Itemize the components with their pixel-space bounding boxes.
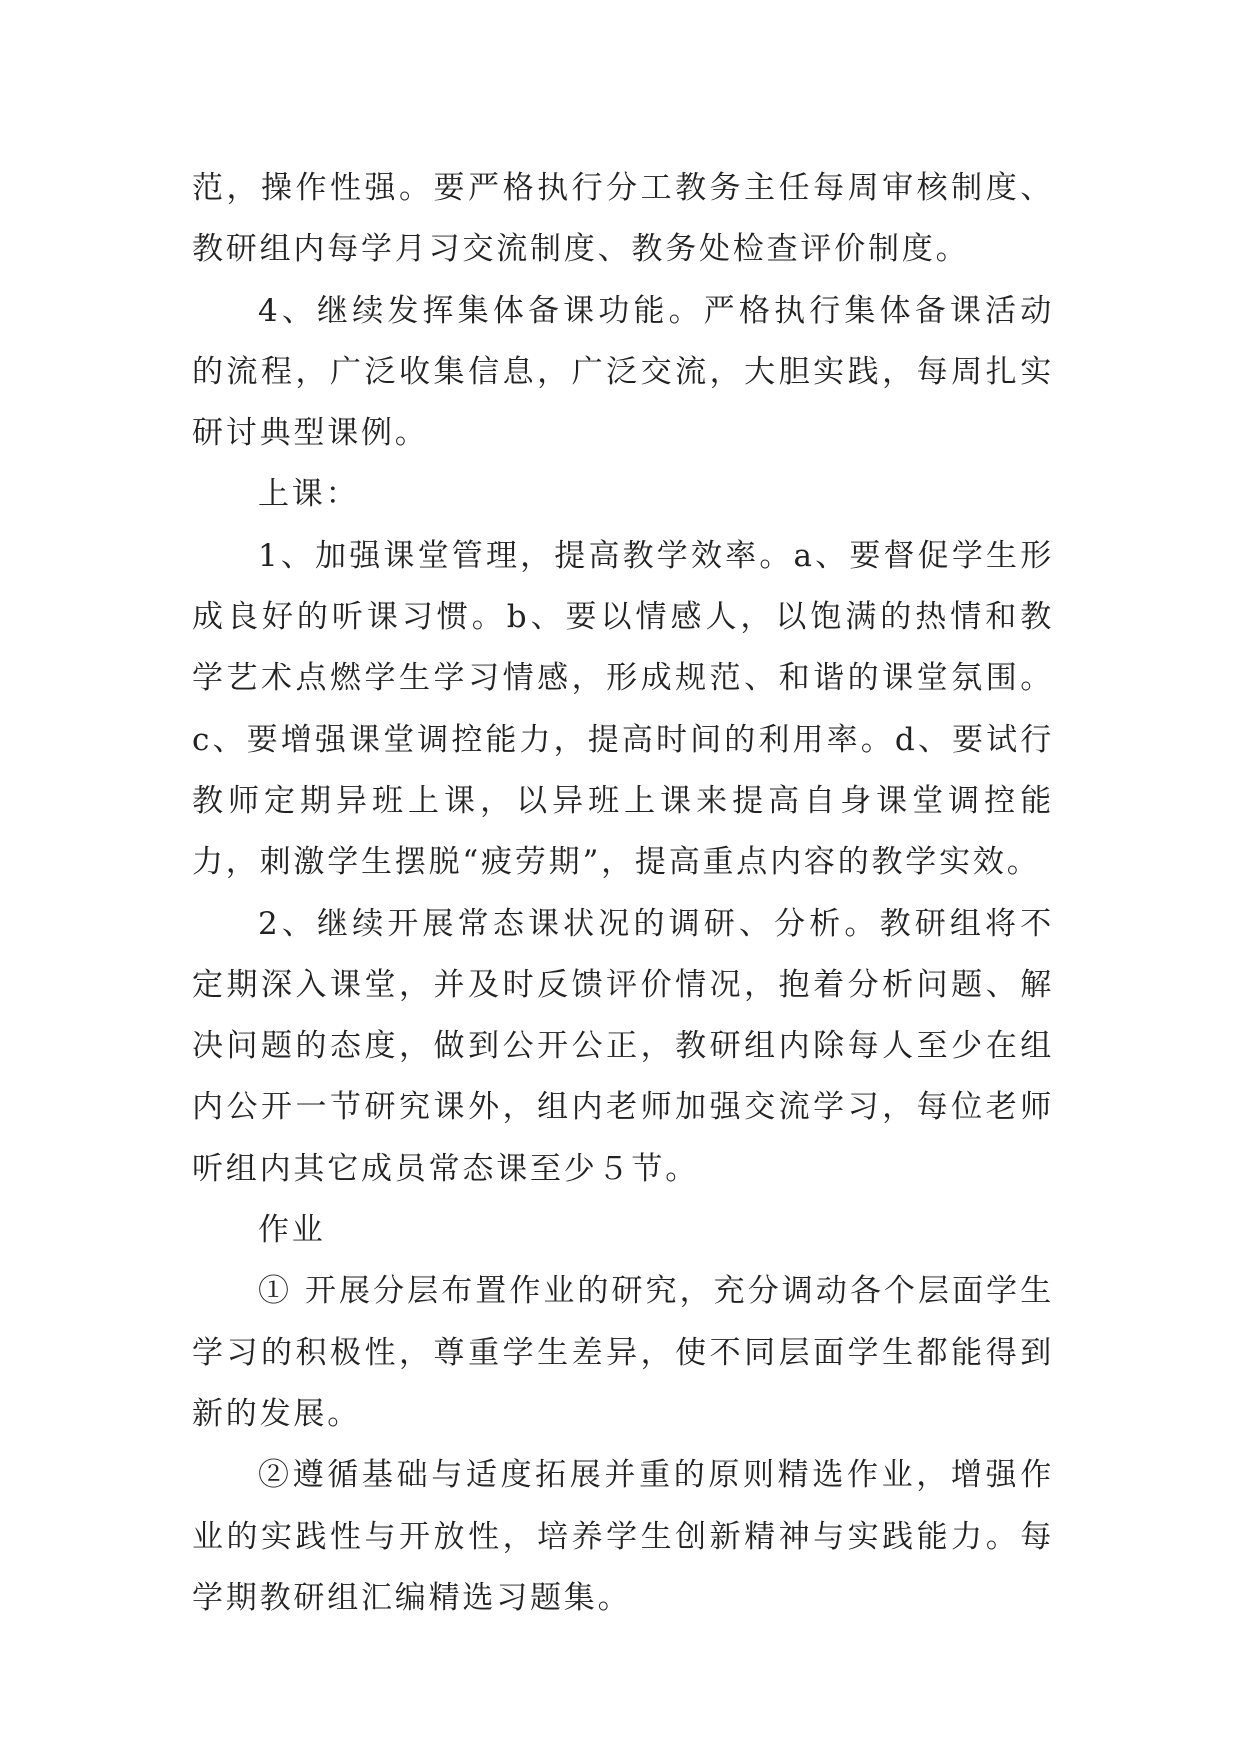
paragraph-2: 4、继续发挥集体备课功能。严格执行集体备课活动的流程，广泛收集信息，广泛交流，大胆实践，每周扎实研讨典型课例。 — [192, 292, 1054, 452]
paragraph-6: ②遵循基础与适度拓展并重的原则精选作业，增强作业的实践性与开放性，培养学生创新精神与实践能力。每学期教研组汇编精选习题集。 — [192, 1457, 1054, 1616]
section-heading-class: 上课： — [258, 476, 360, 513]
paragraph-5: ① 开展分层布置作业的研究，充分调动各个层面学生学习的积极性，尊重学生差异，使不同层面学生都能得到新的发展。 — [192, 1273, 1054, 1432]
paragraph-1: 范，操作性强。要严格执行分工教务主任每周审核制度、教研组内每学月习交流制度、教务处检查评价制度。 — [192, 170, 1054, 268]
section-heading-homework: 作业 — [258, 1212, 326, 1249]
paragraph-4: 2、继续开展常态课状况的调研、分析。教研组将不定期深入课堂，并及时反馈评价情况，抱着分析问题、解决问题的态度，做到公开公正，教研组内除每人至少在组内公开一节研究课外，组内老师加强交流学习，每位老师听组内其它成员常态课至少５节。 — [192, 905, 1054, 1187]
paragraph-3: 1、加强课堂管理，提高教学效率。a、要督促学生形成良好的听课习惯。b、要以情感人，以饱满的热情和教学艺术点燃学生学习情感，形成规范、和谐的课堂氛围。c、要增强课堂调控能力，提高时间的利用率。d、要试行教师定期异班上课，以异班上课来提高自身课堂调控能力，刺激学生摆脱“疲劳期”，提高重点内容的教学实效。 — [192, 537, 1054, 881]
document-body — [192, 158, 1054, 1629]
